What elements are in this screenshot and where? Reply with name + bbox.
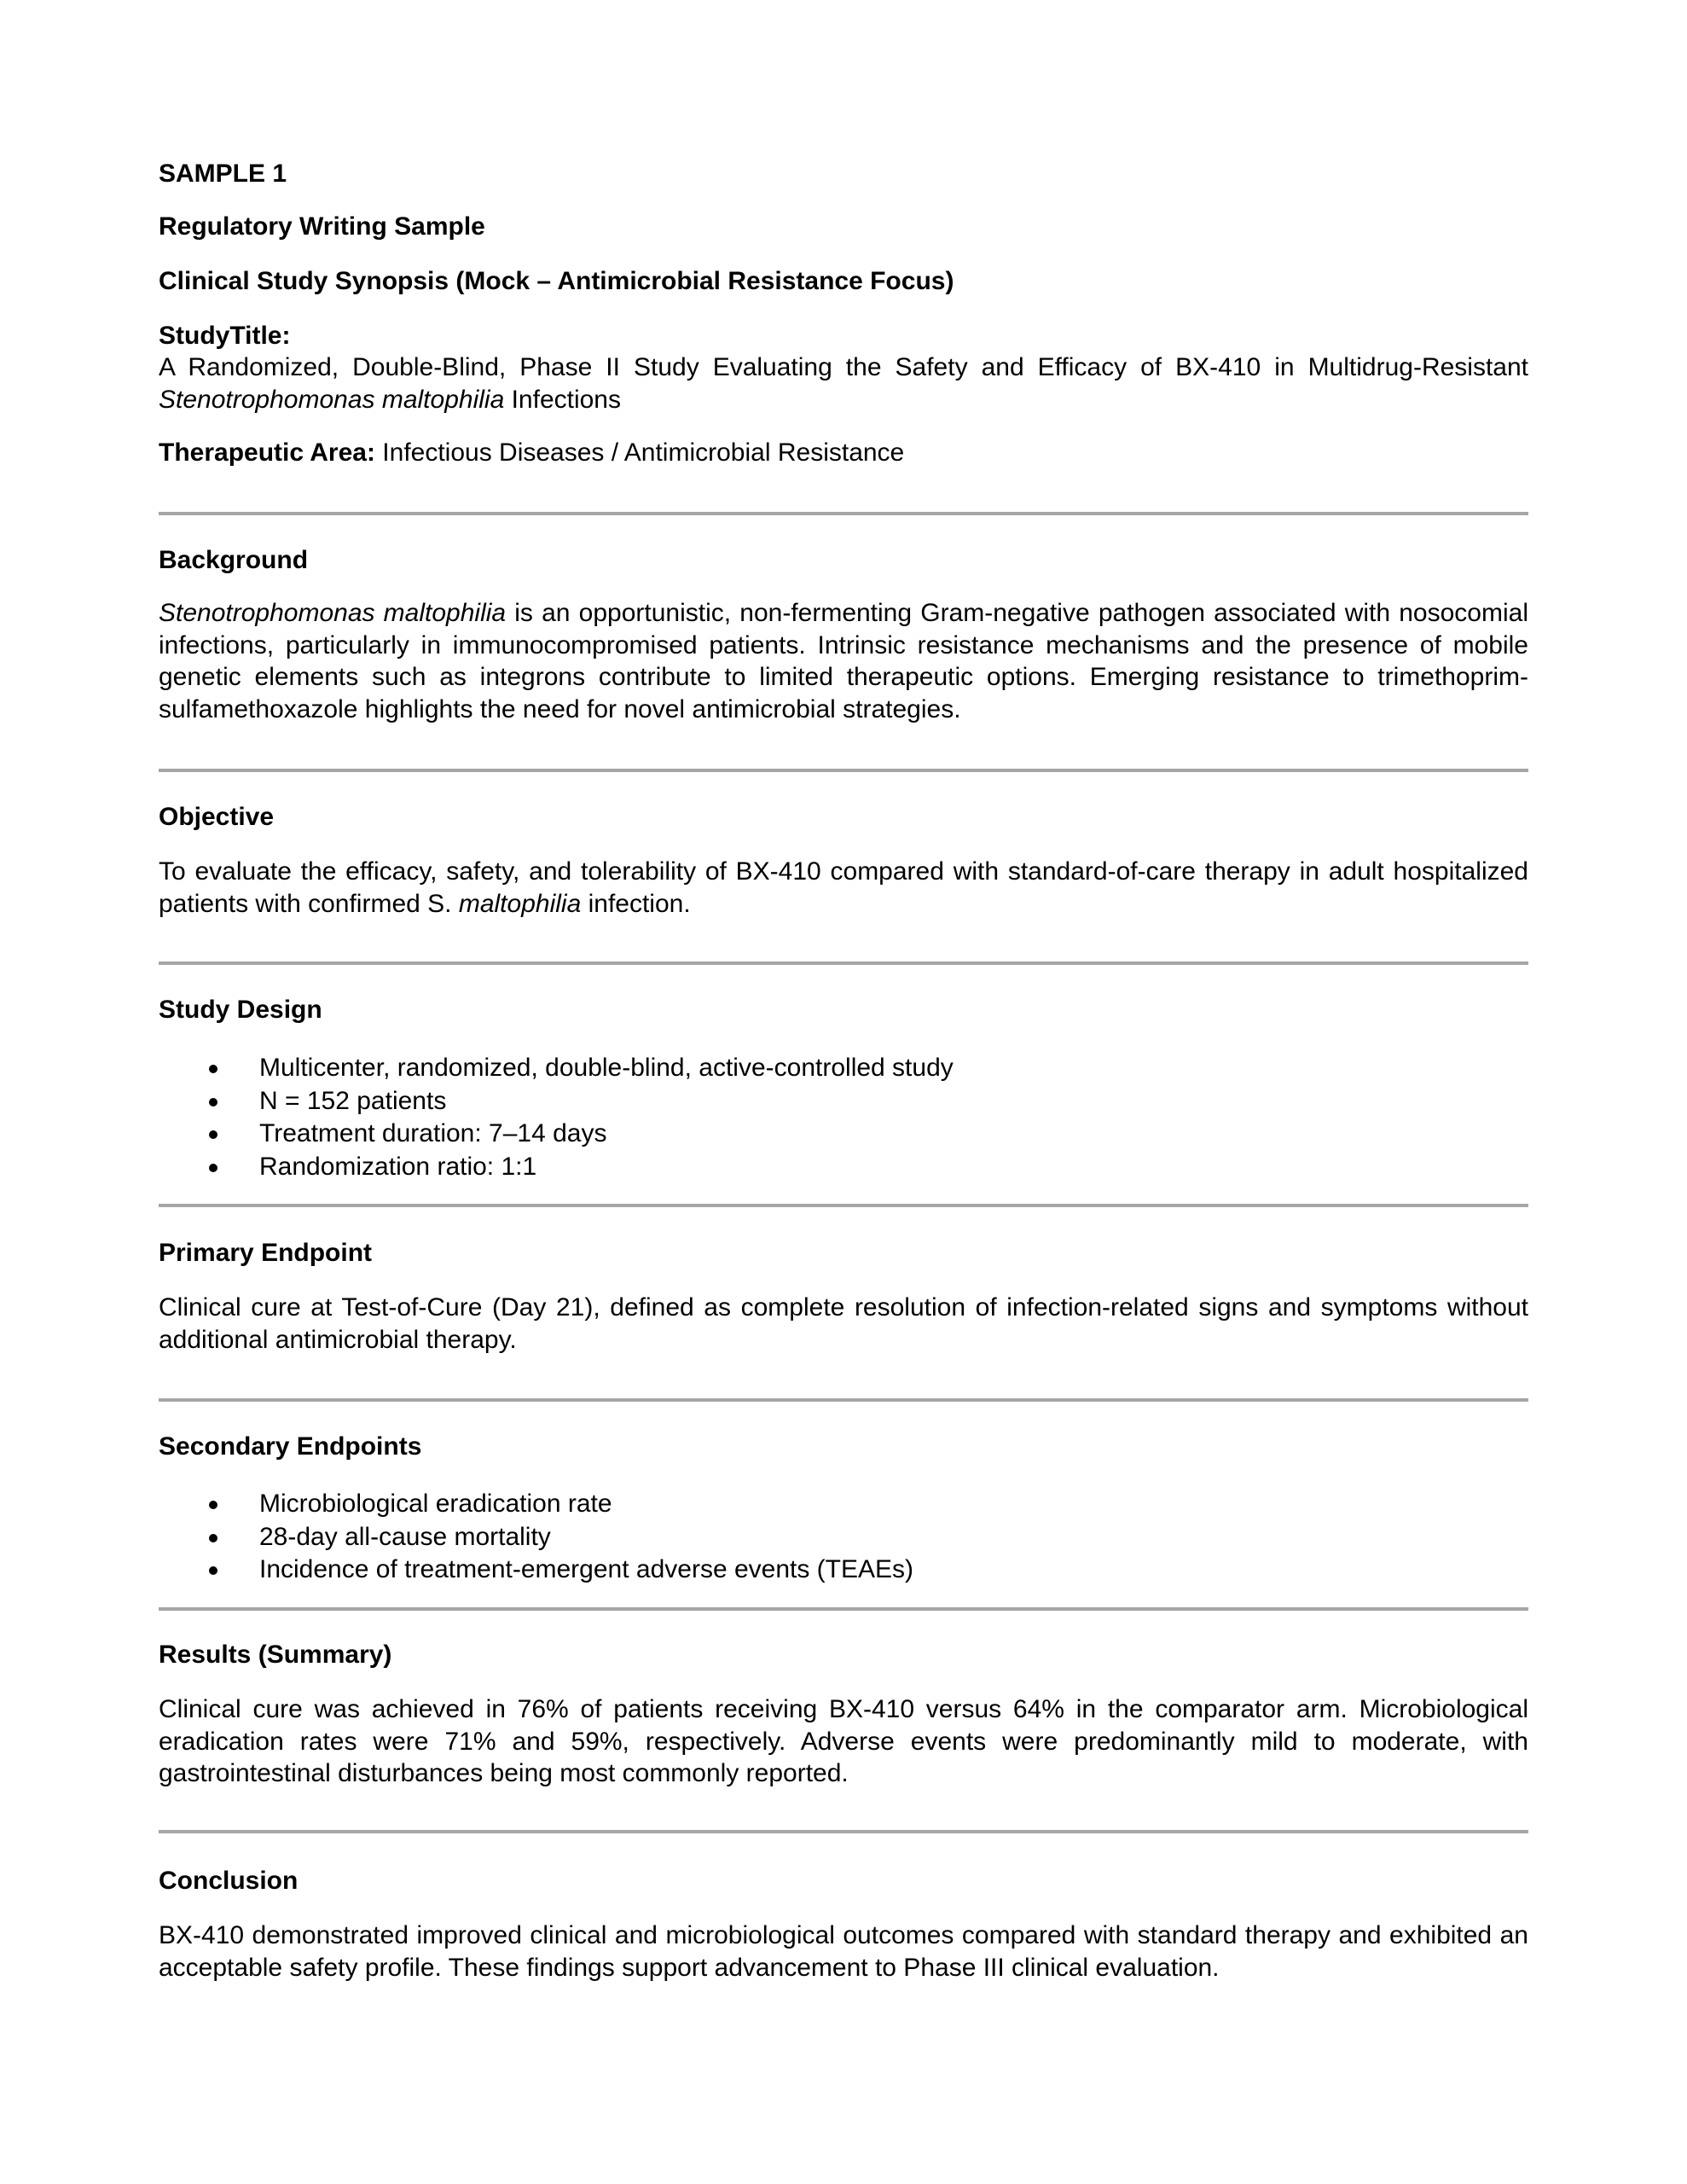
primary-endpoint-paragraph: Clinical cure at Test-of-Cure (Day 21), defined as complete resolution of infection-related signs and symptoms without additional antimicrobial therapy. [159,1293,1528,1354]
bullet-icon [209,1501,217,1509]
list-item [159,1085,1528,1118]
secondary-endpoints-heading: Secondary Endpoints [159,1432,422,1461]
study-title-organism: Stenotrophomonas maltophilia [159,385,505,414]
conclusion-paragraph: BX-410 demonstrated improved clinical and microbiological outcomes compared with standard therapy and exhibited an acceptable safety profile. These findings support advancement to Phase III clinical evaluation. [159,1921,1528,1982]
section-divider [159,1204,1528,1207]
document-title: Clinical Study Synopsis (Mock – Antimicrobial Resistance Focus) [159,267,954,295]
study-design-list [159,1052,1528,1183]
section-divider [159,1398,1528,1402]
study-title-text-pre: A Randomized, Double-Blind, Phase II Study Evaluating the Safety and Efficacy of BX-410 in Multidrug-Resistant [159,353,1528,381]
list-item-text: N = 152 patients [259,1086,447,1115]
background-organism: Stenotrophomonas maltophilia [159,599,507,627]
objective-text-s: S. [427,889,459,918]
therapeutic-area [159,437,1528,469]
background-heading: Background [159,546,309,574]
list-item [159,1521,1528,1554]
bullet-icon [209,1164,217,1172]
objective-text-post: infection. [581,889,691,918]
results-heading: Results (Summary) [159,1641,392,1669]
section-divider [159,1830,1528,1833]
results-paragraph: Clinical cure was achieved in 76% of patients receiving BX-410 versus 64% in the comparator arm. Microbiological eradication rates were 71% and 59%, respectively. Adverse events were predominantly mild to moderate, with gastrointestinal disturbances being most commonly reported. [159,1695,1528,1787]
objective-text-pre: To evaluate the efficacy, safety, and tolerability of BX-410 compared with standard-of-care therapy in adult hospitalized patients with confirmed [159,857,1528,918]
study-title-text [159,351,1528,415]
background-text: is an opportunistic, non-fermenting Gram-negative pathogen associated with nosocomial infections, particularly in immunocompromised patients. Intrinsic resistance mechanisms and the presence of mobile genetic elements such as integrons contribute to limited therapeutic options. Emerging resistance to trimethoprim-sulfamethoxazole highlights the need for novel antimicrobial strategies. [159,599,1528,723]
section-divider [159,769,1528,772]
objective-heading: Objective [159,803,275,831]
study-title-label: StudyTitle: [159,322,291,350]
bullet-icon [209,1130,217,1139]
primary-endpoint-heading: Primary Endpoint [159,1239,373,1267]
therapeutic-area-label: Therapeutic Area: [159,439,375,467]
objective-organism: maltophilia [458,889,582,918]
list-item [159,1554,1528,1587]
list-item [159,1488,1528,1521]
list-item-text: 28-day all-cause mortality [259,1522,551,1551]
study-design-heading: Study Design [159,996,322,1024]
list-item-text: Incidence of treatment-emergent adverse events (TEAEs) [259,1555,914,1584]
bullet-icon [209,1534,217,1542]
bullet-icon [209,1065,217,1073]
objective-paragraph [159,856,1528,920]
sample-label: SAMPLE 1 [159,160,287,188]
list-item [159,1052,1528,1085]
list-item-text: Treatment duration: 7–14 days [259,1119,607,1148]
secondary-endpoints-list [159,1488,1528,1587]
document-type: Regulatory Writing Sample [159,212,485,241]
bullet-icon [209,1098,217,1107]
list-item-text: Randomization ratio: 1:1 [259,1152,537,1181]
list-item [159,1118,1528,1151]
section-divider [159,1607,1528,1611]
section-divider [159,512,1528,515]
conclusion-heading: Conclusion [159,1867,299,1895]
list-item [159,1151,1528,1184]
bullet-icon [209,1566,217,1575]
list-item-text: Microbiological eradication rate [259,1490,612,1518]
list-item-text: Multicenter, randomized, double-blind, active-controlled study [259,1054,954,1082]
background-paragraph [159,597,1528,725]
therapeutic-area-value: Infectious Diseases / Antimicrobial Resistance [374,439,905,467]
study-title-text-post: Infections [504,385,621,414]
section-divider [159,961,1528,965]
